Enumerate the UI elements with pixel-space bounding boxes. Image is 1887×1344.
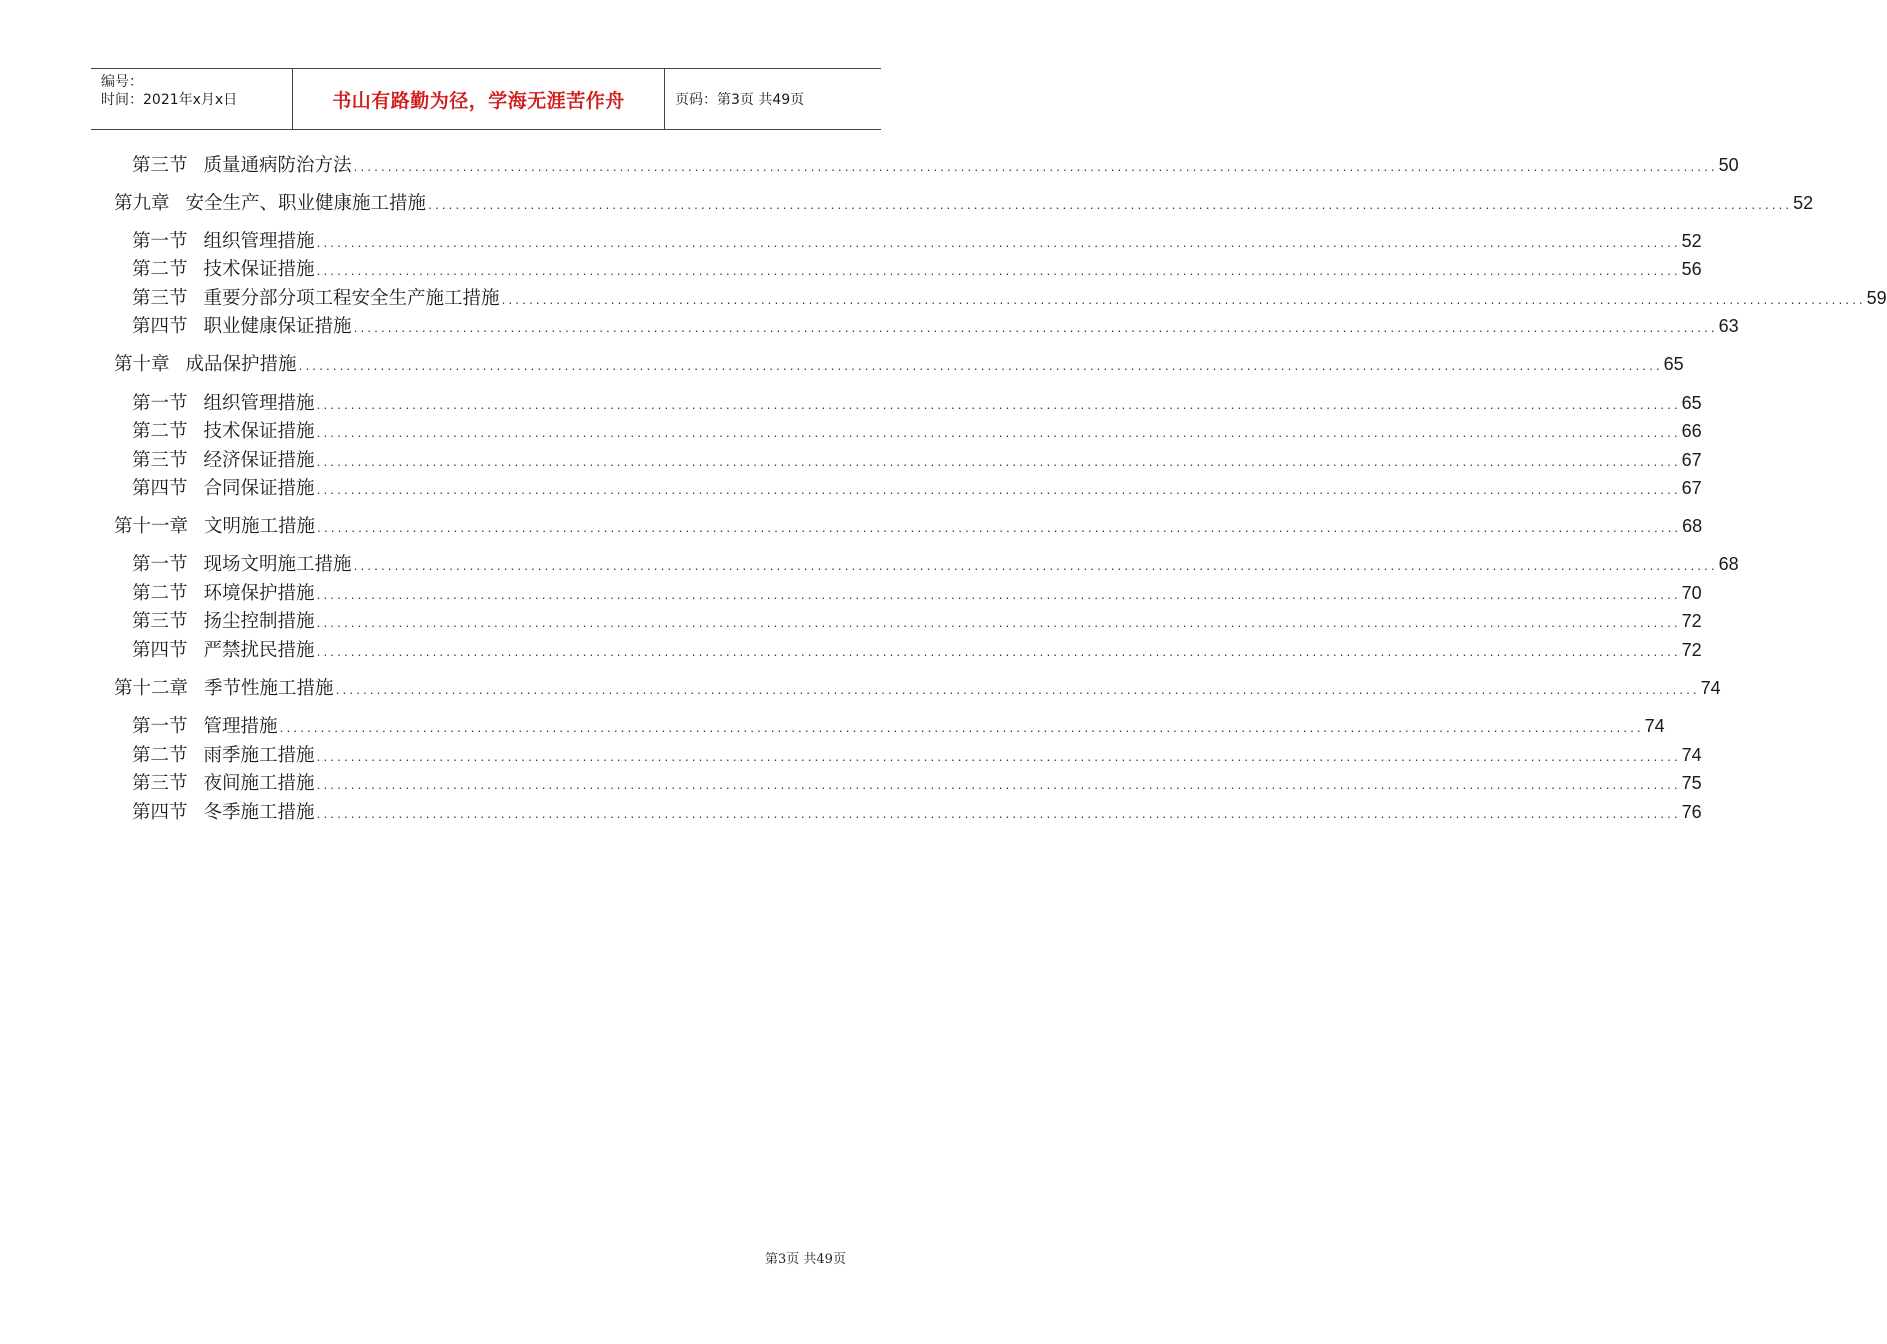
toc-section-entry[interactable] [132,800,1702,828]
toc-entry-number: 第一节 [132,716,188,737]
toc-entry-page: 68 [1682,516,1703,536]
toc-section-entry[interactable] [132,714,1665,742]
toc-dot-leader: ........................................................................................................................................................................................................ [315,781,1680,792]
toc-dot-leader: ........................................................................................................................................................................................................ [315,486,1680,497]
toc-entry-page: 52 [1793,193,1814,213]
toc-section-entry[interactable] [132,257,1702,285]
toc-dot-leader: ........................................................................................................................................................................................................ [315,401,1680,412]
toc-entry-number: 第三节 [132,773,188,794]
toc-entry-page: 52 [1681,231,1702,251]
toc-entry-number: 第二节 [132,421,188,442]
toc-section-entry[interactable] [132,286,1887,314]
toc-dot-leader: ........................................................................................................................................................................................................ [316,524,1681,535]
toc-entry-number: 第三节 [132,288,188,309]
header-motto-cell [293,69,665,129]
toc-entry-title: 重要分部分项工程安全生产施工措施 [203,288,500,309]
toc-entry-title: 雨季施工措施 [203,745,315,766]
toc-entry-page: 72 [1681,640,1702,660]
toc-section-entry[interactable] [132,229,1702,257]
toc-entry-page: 63 [1718,316,1739,336]
toc-entry-page: 72 [1681,611,1702,631]
header-page-cell [665,69,881,129]
toc-dot-leader: ........................................................................................................................................................................................................ [315,429,1680,440]
toc-entry-page: 65 [1663,354,1684,374]
toc-section-entry[interactable] [132,448,1702,476]
toc-dot-leader: ........................................................................................................................................................................................................ [315,458,1680,469]
toc-entry-page: 59 [1866,288,1887,308]
document-time-label: 时间：2021年x月x日 [101,92,238,108]
toc-section-entry[interactable] [132,476,1702,504]
toc-entry-number: 第四节 [132,316,188,337]
toc-entry-title: 安全生产、职业健康施工措施 [185,193,427,214]
toc-entry-page: 74 [1644,716,1665,736]
document-number-label: 编号： [101,74,143,90]
toc-dot-leader: ........................................................................................................................................................................................................ [315,753,1680,764]
toc-entry-number: 第四节 [132,478,188,499]
toc-section-entry[interactable] [132,638,1702,666]
toc-entry-number: 第一节 [132,231,188,252]
page-header [91,68,881,130]
toc-entry-title: 合同保证措施 [203,478,315,499]
toc-entry-page: 56 [1681,259,1702,279]
toc-entry-page: 70 [1681,583,1702,603]
toc-dot-leader: ........................................................................................................................................................................................................ [297,362,1662,373]
toc-dot-leader: ........................................................................................................................................................................................................ [315,648,1680,659]
toc-entry-title: 成品保护措施 [185,354,297,375]
toc-entry-number: 第二节 [132,745,188,766]
toc-chapter-entry[interactable] [114,191,1814,219]
toc-entry-title: 扬尘控制措施 [203,611,315,632]
toc-dot-leader: ........................................................................................................................................................................................................ [315,619,1680,630]
toc-entry-title: 夜间施工措施 [203,773,315,794]
toc-dot-leader: ........................................................................................................................................................................................................ [427,201,1792,212]
toc-dot-leader: ........................................................................................................................................................................................................ [315,810,1680,821]
toc-entry-title: 冬季施工措施 [203,802,315,823]
toc-entry-title: 季节性施工措施 [204,678,334,699]
toc-section-entry[interactable] [132,581,1702,609]
toc-entry-number: 第十章 [114,354,170,375]
toc-entry-number: 第三节 [132,155,188,176]
toc-entry-number: 第九章 [114,193,170,214]
toc-dot-leader: ........................................................................................................................................................................................................ [352,562,1717,573]
toc-entry-page: 76 [1681,802,1702,822]
toc-dot-leader: ........................................................................................................................................................................................................ [500,296,1865,307]
toc-dot-leader: ........................................................................................................................................................................................................ [278,724,1643,735]
toc-entry-page: 68 [1718,554,1739,574]
toc-chapter-entry[interactable] [114,352,1684,380]
toc-entry-page: 50 [1718,155,1739,175]
toc-entry-number: 第四节 [132,640,188,661]
toc-entry-title: 质量通病防治方法 [203,155,352,176]
toc-section-entry[interactable] [132,771,1702,799]
toc-entry-number: 第一节 [132,393,188,414]
toc-entry-title: 技术保证措施 [203,259,315,280]
toc-chapter-entry[interactable] [114,676,1721,704]
toc-section-entry[interactable] [132,609,1702,637]
toc-entry-page: 67 [1681,450,1702,470]
toc-entry-title: 环境保护措施 [203,583,315,604]
toc-entry-page: 65 [1681,393,1702,413]
toc-entry-title: 现场文明施工措施 [203,554,352,575]
header-motto: 书山有路勤为径，学海无涯苦作舟 [332,89,625,112]
toc-entry-title: 文明施工措施 [204,516,316,537]
toc-entry-number: 第二节 [132,259,188,280]
toc-entry-number: 第十二章 [114,678,189,699]
toc-entry-number: 第三节 [132,450,188,471]
toc-section-entry[interactable] [132,743,1702,771]
toc-entry-number: 第二节 [132,583,188,604]
toc-entry-page: 74 [1700,678,1721,698]
toc-chapter-entry[interactable] [114,514,1703,542]
toc-entry-title: 组织管理措施 [203,393,315,414]
toc-section-entry[interactable] [132,314,1739,342]
toc-section-entry[interactable] [132,391,1702,419]
toc-entry-title: 管理措施 [203,716,278,737]
toc-entry-title: 经济保证措施 [203,450,315,471]
toc-entry-title: 组织管理措施 [203,231,315,252]
toc-entry-title: 职业健康保证措施 [203,316,352,337]
toc-section-entry[interactable] [132,153,1739,181]
toc-entry-number: 第四节 [132,802,188,823]
toc-entry-number: 第十一章 [114,516,189,537]
toc-section-entry[interactable] [132,552,1739,580]
toc-entry-title: 技术保证措施 [203,421,315,442]
toc-dot-leader: ........................................................................................................................................................................................................ [315,591,1680,602]
toc-dot-leader: ........................................................................................................................................................................................................ [315,239,1680,250]
toc-dot-leader: ........................................................................................................................................................................................................ [334,686,1699,697]
toc-entry-number: 第三节 [132,611,188,632]
toc-entry-page: 75 [1681,773,1702,793]
toc-entry-title: 严禁扰民措施 [203,640,315,661]
toc-entry-page: 67 [1681,478,1702,498]
toc-dot-leader: ........................................................................................................................................................................................................ [352,163,1717,174]
header-meta-cell [91,69,293,129]
toc-entry-number: 第一节 [132,554,188,575]
toc-entry-page: 74 [1681,745,1702,765]
toc-section-entry[interactable] [132,419,1702,447]
toc-dot-leader: ........................................................................................................................................................................................................ [315,267,1680,278]
page-footer-number: 第3页 共49页 [765,1252,846,1267]
toc-dot-leader: ........................................................................................................................................................................................................ [352,324,1717,335]
header-page-info: 页码：第3页 共49页 [675,92,805,108]
toc-entry-page: 66 [1681,421,1702,441]
